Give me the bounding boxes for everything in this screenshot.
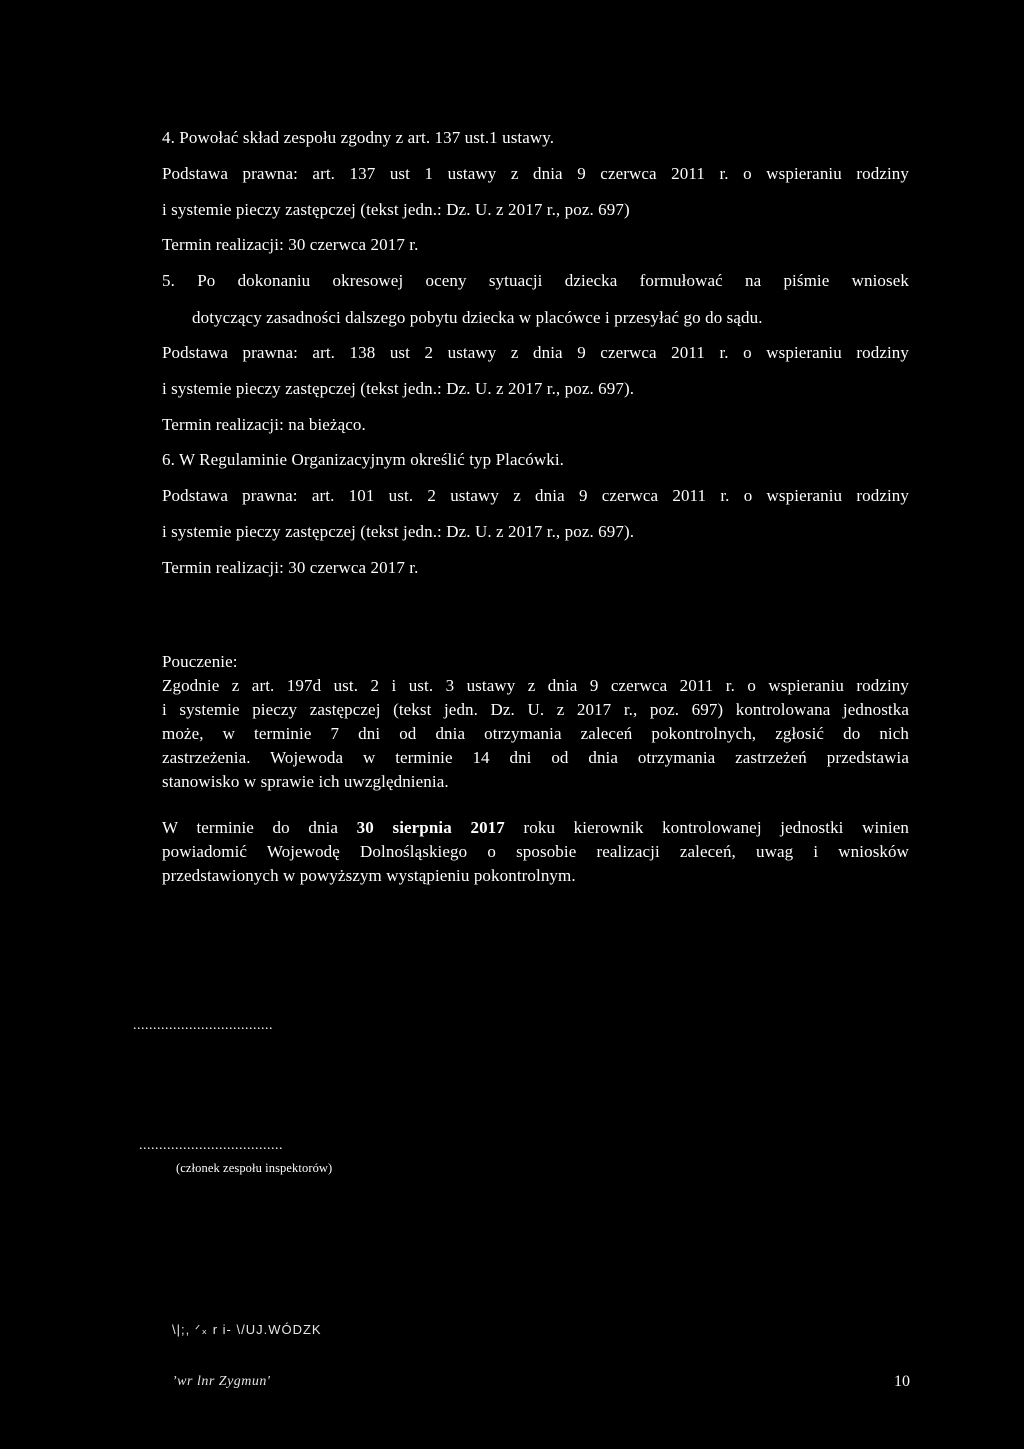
notice-title: Pouczenie: bbox=[162, 652, 238, 671]
stamp: \|;, ᐟ᙮ r i- \/UJ.WÓDZK bbox=[172, 1322, 322, 1337]
notice-line-3: może, w terminie 7 dni od dnia otrzymania zaleceń pokontrolnych, zgłosić do nich bbox=[162, 724, 909, 743]
signature-line-1: ................................... bbox=[133, 1018, 273, 1033]
deadline-date: 30 sierpnia 2017 bbox=[356, 818, 505, 837]
section-4-heading: 4. Powołać skład zespołu zgodny z art. 137 ust.1 ustawy. bbox=[162, 128, 555, 147]
section-4-deadline: Termin realizacji: 30 czerwca 2017 r. bbox=[162, 235, 419, 254]
deadline-text-pre: W terminie do dnia bbox=[162, 818, 357, 837]
section-4-basis-line-1: Podstawa prawna: art. 137 ust 1 ustawy z dnia 9 czerwca 2011 r. o wspieraniu rodziny bbox=[162, 164, 909, 183]
notice-line-4: zastrzeżenia. Wojewoda w terminie 14 dni od dnia otrzymania zastrzeżeń przedstawia bbox=[162, 748, 909, 767]
page-number: 10 bbox=[894, 1373, 910, 1390]
deadline-text-post: roku kierownik kontrolowanej jednostki winien bbox=[504, 818, 909, 837]
notice-line-1: Zgodnie z art. 197d ust. 2 i ust. 3 ustawy z dnia 9 czerwca 2011 r. o wspieraniu rodziny bbox=[162, 676, 909, 695]
section-5-basis-line-2: i systemie pieczy zastępczej (tekst jedn.: Dz. U. z 2017 r., poz. 697). bbox=[162, 379, 635, 398]
section-5-heading-line-2: dotyczący zasadności dalszego pobytu dziecka w placówce i przesyłać go do sądu. bbox=[192, 308, 763, 327]
section-6-basis-line-1: Podstawa prawna: art. 101 ust. 2 ustawy z dnia 9 czerwca 2011 r. o wspieraniu rodziny bbox=[162, 486, 909, 505]
section-5-deadline: Termin realizacji: na bieżąco. bbox=[162, 415, 366, 434]
deadline-paragraph-line-3: przedstawionych w powyższym wystąpieniu pokontrolnym. bbox=[162, 866, 576, 885]
notice-line-5: stanowisko w sprawie ich uwzględnienia. bbox=[162, 772, 449, 791]
deadline-paragraph-line-1 bbox=[162, 818, 909, 838]
section-6-heading: 6. W Regulaminie Organizacyjnym określić typ Placówki. bbox=[162, 450, 564, 469]
deadline-paragraph-line-2: powiadomić Wojewodę Dolnośląskiego o sposobie realizacji zaleceń, uwag i wniosków bbox=[162, 842, 909, 861]
section-6-deadline: Termin realizacji: 30 czerwca 2017 r. bbox=[162, 558, 419, 577]
notice-line-2: i systemie pieczy zastępczej (tekst jedn. Dz. U. z 2017 r., poz. 697) kontrolowana jednostka bbox=[162, 700, 909, 719]
section-5-heading-line-1: 5. Po dokonaniu okresowej oceny sytuacji dziecka formułować na piśmie wniosek bbox=[162, 271, 909, 290]
inspector-caption: (członek zespołu inspektorów) bbox=[176, 1161, 333, 1175]
section-4-basis-line-2: i systemie pieczy zastępczej (tekst jedn.: Dz. U. z 2017 r., poz. 697) bbox=[162, 200, 630, 219]
section-6-basis-line-2: i systemie pieczy zastępczej (tekst jedn.: Dz. U. z 2017 r., poz. 697). bbox=[162, 522, 635, 541]
section-5-basis-line-1: Podstawa prawna: art. 138 ust 2 ustawy z dnia 9 czerwca 2011 r. o wspieraniu rodziny bbox=[162, 343, 909, 362]
handwritten-signature: ʼwr lnr Zygmun' bbox=[172, 1374, 271, 1389]
signature-line-2: .................................... bbox=[139, 1138, 283, 1153]
